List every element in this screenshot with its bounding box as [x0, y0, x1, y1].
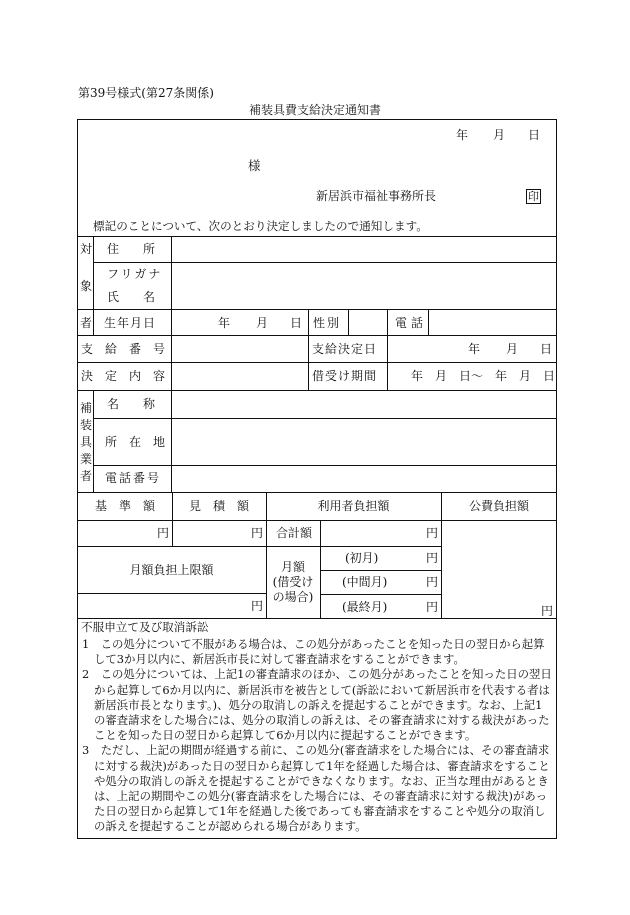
last-month-yen: 円 [426, 600, 439, 614]
birth-label: 生年月日 [104, 316, 157, 330]
middle-month-label: (中間月) [342, 575, 388, 589]
birth-month: 月 [256, 316, 269, 330]
addressee-suffix: 様 [248, 158, 261, 173]
middle-month-yen: 円 [426, 575, 439, 589]
vendor-label-1: 補 [80, 401, 93, 415]
vendor-label-4: 業 [80, 452, 93, 466]
estimate-yen: 円 [251, 526, 264, 540]
address-label: 住 所 [107, 242, 156, 256]
standard-amount-label: 基 準 額 [94, 499, 155, 513]
subject-label-2: 象 [80, 279, 93, 293]
furigana-label: フリガナ [107, 267, 163, 281]
monthly-label-line2: (借受け [272, 575, 314, 589]
decision-content-label: 決 定 内 容 [81, 369, 166, 383]
form-title: 補装具費支給決定通知書 [248, 103, 381, 117]
issuer: 新居浜市福祉事務所長 [316, 189, 437, 203]
monthly-label-line1: 月額 [280, 560, 305, 574]
first-month-label: (初月) [345, 551, 379, 565]
monthly-label [266, 560, 320, 605]
last-month-label: (最終月) [342, 600, 388, 614]
decision-month: 月 [506, 342, 519, 356]
birth-year: 年 [218, 316, 231, 330]
sex-label: 性別 [313, 316, 342, 330]
vendor-location-label: 所 在 地 [105, 435, 166, 449]
vendor-label-5: 者 [80, 469, 93, 483]
vendor-name-label: 名 称 [107, 397, 156, 411]
monthly-cap-label: 月額負担上限額 [129, 563, 214, 577]
public-burden-label: 公費負担額 [468, 499, 529, 513]
public-burden-yen: 円 [541, 604, 554, 618]
intro-text: 標記のことについて、次のとおり決定しましたので通知します。 [93, 219, 428, 233]
user-burden-label: 利用者負担額 [317, 499, 390, 513]
appeal-item-1: 1 この処分について不服がある場合は、この処分があったことを知った日の翌日から起算して3か月以内に、新居浜市長に対して審査請求をすることができます。 [82, 637, 545, 667]
appeal-heading: 不服申立て及び取消訴訟 [81, 620, 209, 634]
decision-day: 日 [540, 342, 553, 356]
form-number: 第39号様式(第27条関係) [78, 86, 214, 100]
payment-no-label: 支 給 番 号 [81, 342, 166, 356]
decision-date-label: 支給決定日 [312, 342, 378, 356]
vendor-phone-label: 電話番号 [105, 471, 162, 485]
monthly-cap-yen: 円 [251, 599, 264, 613]
total-label: 合計額 [276, 526, 313, 540]
date-year: 年 [456, 128, 469, 142]
subject-label-3: 者 [80, 316, 93, 330]
monthly-label-line3: の場合) [272, 590, 314, 604]
estimate-amount-label: 見 積 額 [188, 499, 249, 513]
seal-mark: 印 [528, 190, 539, 203]
appeal-item-2: 2 この処分については、上記1の審査請求のほか、この処分があったことを知った日の翌日から起算して6か月以内に、新居浜市を被告として(訴訟において新居浜市を代表する者は新居浜市長となります。)、処分の取消しの訴えを提起することができます。なお、上記1の審査請求をした場合には、処分の取消しの訴えは、その審査請求に対する裁決があったことを知った日の翌日から起算して6か月以内に提起することができます。 [82, 667, 552, 743]
vendor-label-3: 具 [80, 435, 93, 449]
standard-yen: 円 [157, 526, 170, 540]
total-yen: 円 [426, 526, 439, 540]
date-month: 月 [493, 128, 506, 142]
decision-year: 年 [468, 342, 481, 356]
subject-label-1: 対 [80, 242, 93, 256]
phone-label: 電話 [395, 316, 428, 330]
vendor-label-2: 装 [80, 418, 93, 432]
birth-day: 日 [290, 316, 303, 330]
date-day: 日 [528, 128, 541, 142]
rental-period-label: 借受け期間 [312, 369, 378, 383]
appeal-item-3: 3 ただし、上記の期間が経過する前に、この処分(審査請求をした場合には、その審査請求に対する裁決)があった日の翌日から起算して1年を経過した場合は、審査請求をすることや処分の取消しの訴えを提起することができなくなります。なお、正当な理由があるときは、上記の期間やこの処分(審査請求をした場合には、その審査請求に対する裁決)があった日の翌日から起算して1年を経過した後であっても審査請求をすることや処分の取消しの訴えを提起することが認められる場合があります。 [82, 743, 550, 834]
rental-range: 年 月 日〜 年 月 日 [411, 369, 556, 383]
appeal-text [82, 637, 552, 835]
name-label: 氏 名 [107, 290, 156, 304]
first-month-yen: 円 [426, 551, 439, 565]
